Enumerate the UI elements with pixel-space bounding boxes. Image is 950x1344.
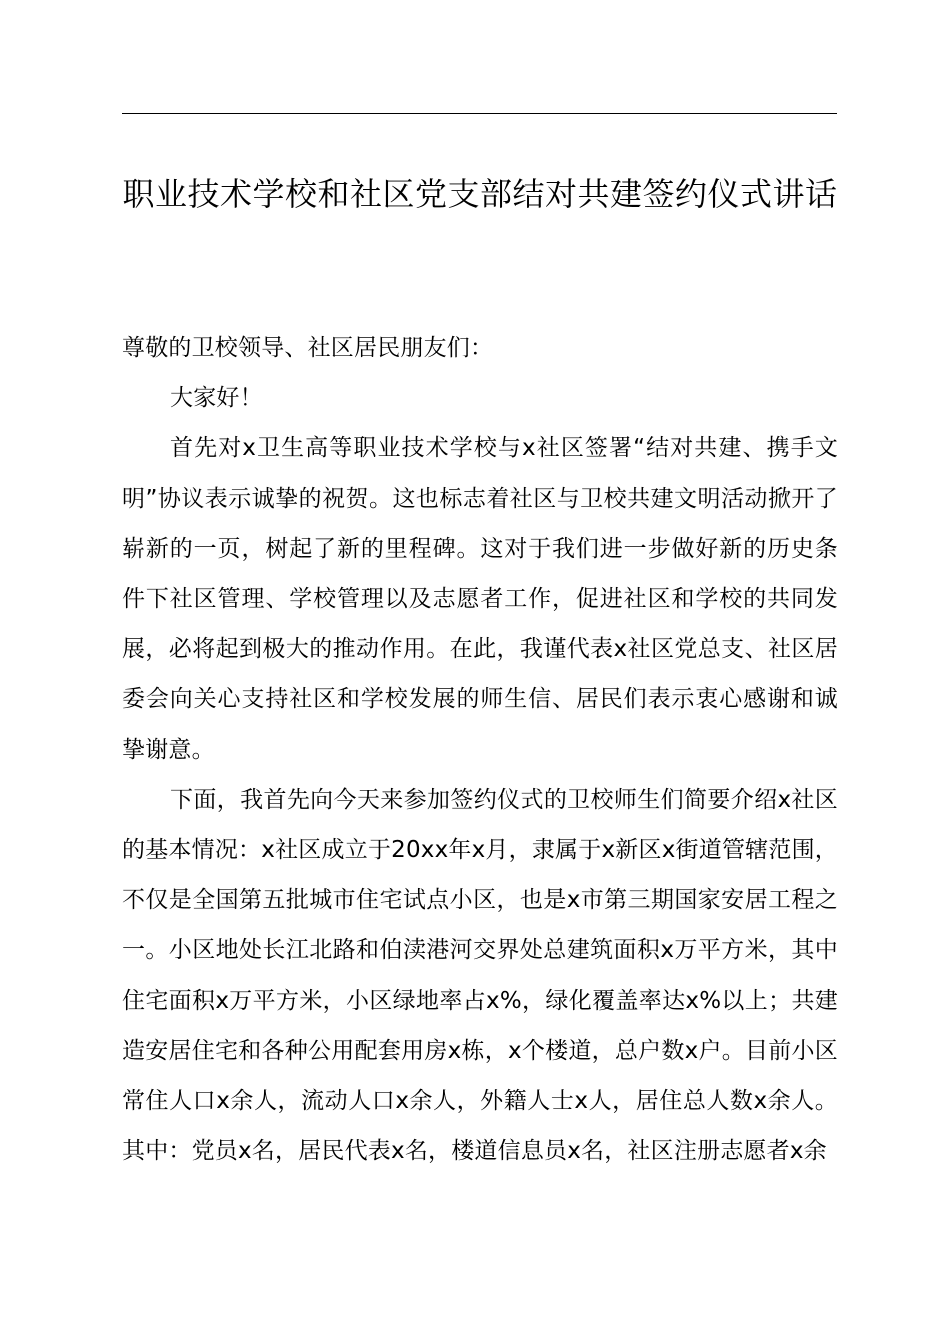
document-title: 职业技术学校和社区党支部结对共建签约仪式讲话 [122, 175, 838, 213]
paragraph: 下面，我首先向今天来参加签约仪式的卫校师生们简要介绍x社区的基本情况：x社区成立于20xx年x月，隶属于x新区x街道管辖范围，不仅是全国第五批城市住宅试点小区，也是x市第三期国家安居工程之一。小区地处长江北路和伯渎港河交界处总建筑面积x万平方米，其中住宅面积x万平方米，小区绿地率占x%，绿化覆盖率达x%以上；共建造安居住宅和各种公用配套用房x栋，x个楼道，总户数x户。目前小区常住人口x余人，流动人口x余人，外籍人士x人，居住总人数x余人。其中：党员x名，居民代表x名，楼道信息员x名，社区注册志愿者x余 [122, 786, 838, 1165]
paragraph: 首先对x卫生高等职业技术学校与x社区签署“结对共建、携手文明”协议表示诚挚的祝贺。这也标志着社区与卫校共建文明活动掀开了崭新的一页，树起了新的里程碑。这对于我们进一步做好新的历史条件下社区管理、学校管理以及志愿者工作，促进社区和学校的共同发展，必将起到极大的推动作用。在此，我谨代表x社区党总支、社区居委会向关心支持社区和学校发展的师生信、居民们表示衷心感谢和诚挚谢意。 [122, 435, 838, 763]
greeting: 大家好！ [170, 385, 263, 412]
salutation: 尊敬的卫校领导、社区居民朋友们： [122, 335, 494, 361]
header-rule [122, 113, 837, 114]
document-body [122, 323, 838, 1176]
